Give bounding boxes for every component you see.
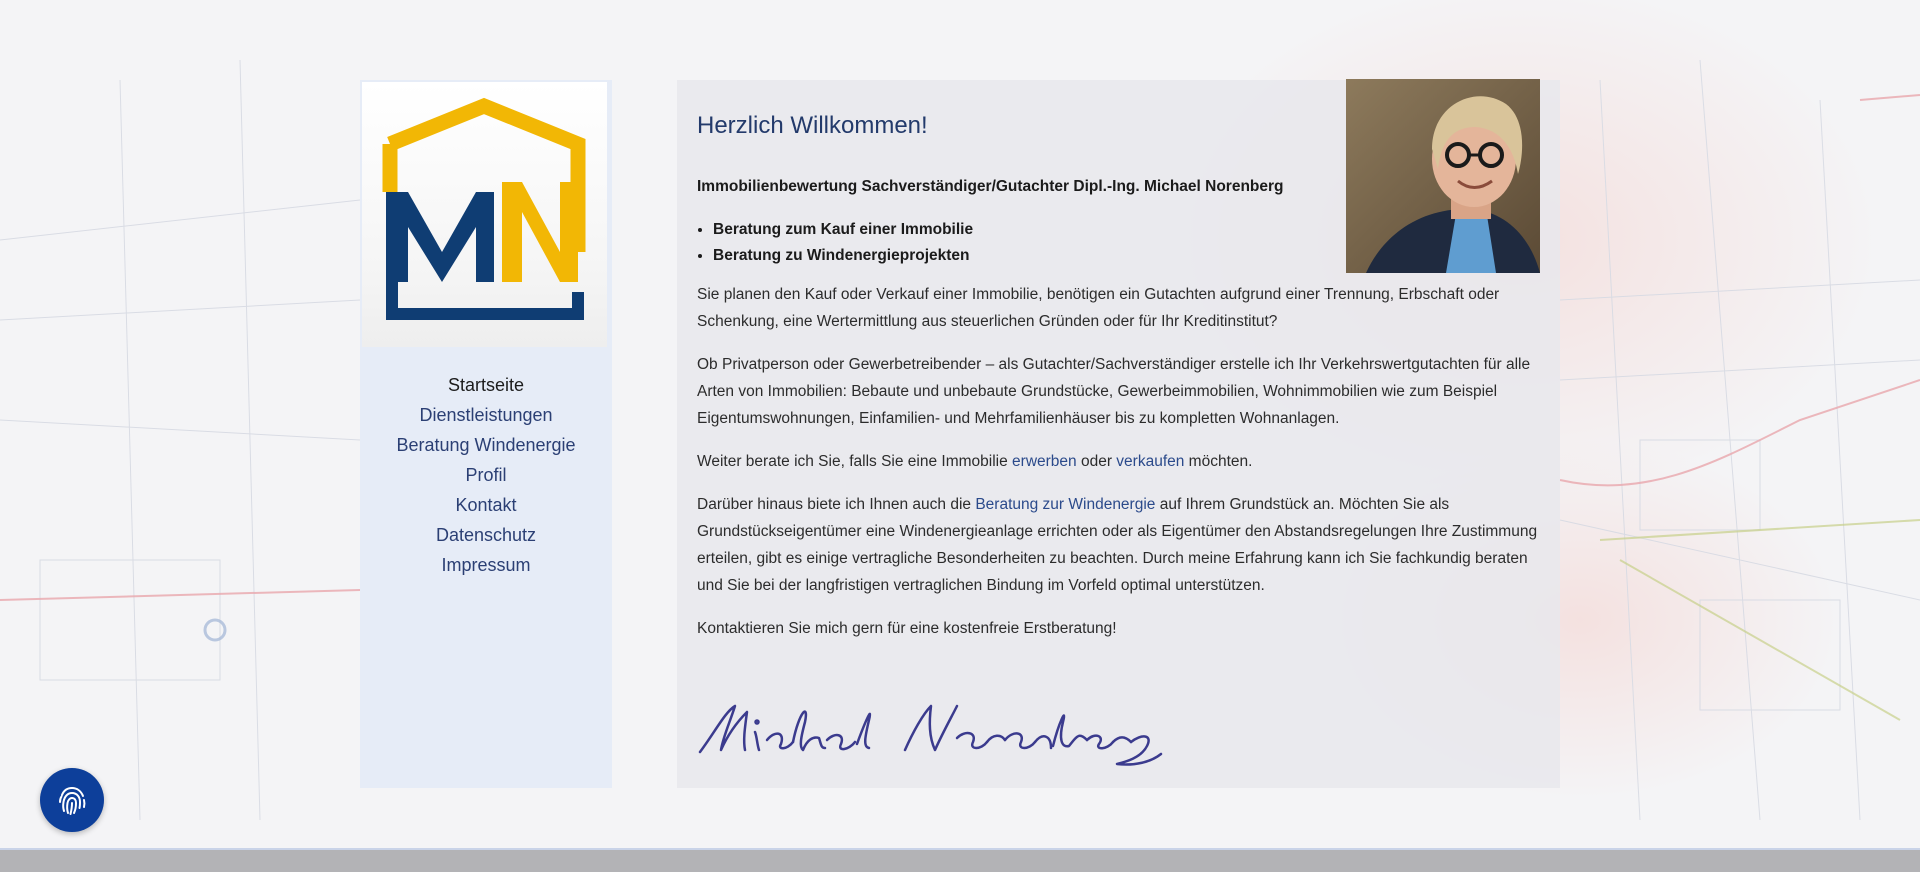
privacy-settings-button[interactable] <box>40 768 104 832</box>
services-paragraph: Ob Privatperson oder Gewerbetreibender – als Gutachter/Sachverständiger erstelle ich Ihr Verkehrswertgutachten für alle Arten von Immobilien: Bebaute und unbebaute Grundstücke, Gewerbeimmobilien, Wohnimmobilien wie zum Beispiel Eigentumswohnungen, Einfamilien- und Mehrfamilienhäuser bis zu kompletten Wohnanlagen. <box>697 356 1531 427</box>
wind-paragraph <box>697 491 1540 599</box>
link-beratung-windenergie[interactable]: Beratung zur Windenergie <box>975 496 1156 513</box>
text: möchten. <box>1184 453 1253 470</box>
nav-item-kontakt[interactable]: Kontakt <box>455 495 517 515</box>
signature-icon <box>695 692 1165 772</box>
link-erwerben[interactable]: erwerben <box>1012 453 1077 470</box>
nav-item-datenschutz[interactable]: Datenschutz <box>435 525 537 545</box>
main-nav <box>360 370 612 580</box>
list-item: • Beratung zum Kauf einer Immobilie <box>713 217 1540 243</box>
text: Weiter berate ich Sie, falls Sie eine Immobilie <box>697 453 1013 470</box>
nav-item-dienstleistungen[interactable]: Dienstleistungen <box>419 405 553 425</box>
nav-item-beratung-windenergie[interactable]: Beratung Windenergie <box>396 435 576 455</box>
fingerprint-icon <box>55 783 89 817</box>
portrait-photo <box>1346 79 1540 273</box>
nav-item-startseite[interactable]: Startseite <box>447 375 525 395</box>
link-verkaufen[interactable]: verkaufen <box>1116 453 1185 470</box>
page-subtitle: Immobilienbewertung Sachverständiger/Gutachter Dipl.-Ing. Michael Norenberg <box>697 178 1284 195</box>
page-title: Herzlich Willkommen! <box>697 112 928 139</box>
logo[interactable] <box>362 82 607 347</box>
nav-item-impressum[interactable]: Impressum <box>441 555 531 575</box>
main-content <box>677 80 1560 788</box>
footer-bar <box>0 848 1920 872</box>
text: Darüber hinaus biete ich Ihnen auch die <box>697 496 976 513</box>
contact-paragraph: Kontaktieren Sie mich gern für eine kostenfreie Erstberatung! <box>697 620 1117 637</box>
list-item: • Beratung zu Windenergieprojekten <box>713 243 1540 269</box>
text: oder <box>1076 453 1117 470</box>
house-mn-logo-icon <box>362 82 607 347</box>
text: auf Ihrem Grundstück an. Möchten Sie als Grundstückseigentümer eine Windenergieanlage errichten oder als Eigentümer den Abstandsregelungen Ihre Zustimmung erteilen, gibt es einige vertragliche Besonderheiten zu beachten. Durch meine Erfahrung kann ich Sie fachkundig beraten und Sie bei der langfristigen vertraglichen Bindung im Vorfeld optimal unterstützen. <box>697 496 1538 594</box>
portrait-icon <box>1346 79 1540 273</box>
sidebar <box>360 80 612 788</box>
buy-sell-paragraph <box>697 448 1540 475</box>
intro-paragraph: Sie planen den Kauf oder Verkauf einer Immobilie, benötigen ein Gutachten aufgrund einer Trennung, Erbschaft oder Schenkung, eine Wertermittlung aus steuerlichen Gründen oder für Ihr Kreditinstitut? <box>697 286 1500 330</box>
nav-item-profil[interactable]: Profil <box>465 465 507 485</box>
signature <box>695 692 1165 777</box>
